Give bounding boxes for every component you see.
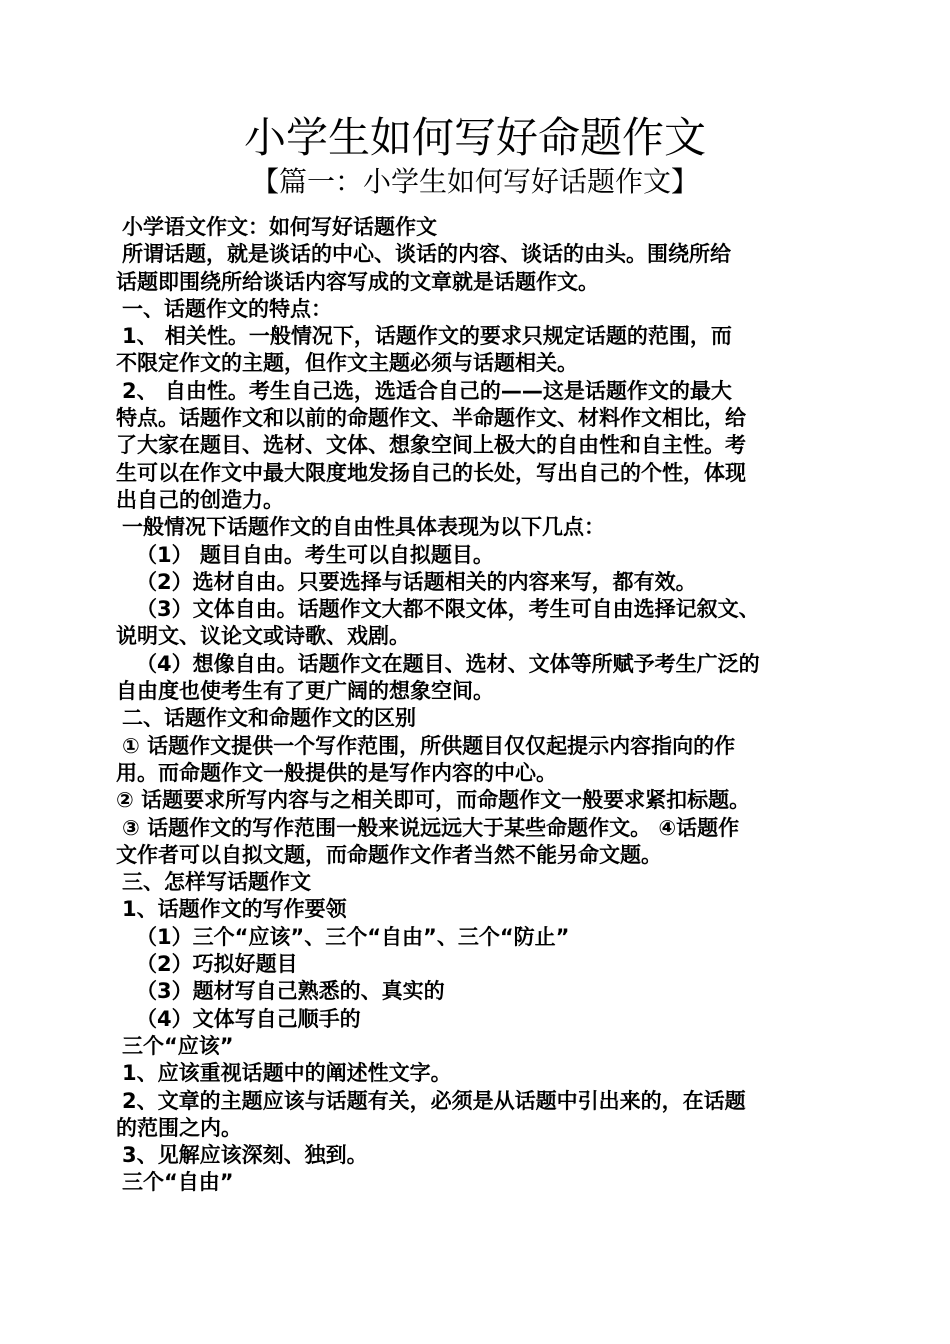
list-item: 1、应该重视话题中的阐述性文字。 [122,1061,452,1086]
list-item: （1） 题目自由。考生可以自拟题目。 [136,542,494,567]
document-body [116,214,836,1197]
list-item: 1、话题作文的写作要领 [122,897,347,922]
section-heading: 三、怎样写话题作文 [122,870,311,895]
paragraph-line: 2、 自由性。考生自己选，选适合自己的——这是话题作文的最大 [122,378,732,403]
paragraph-line: 生可以在作文中最大限度地发扬自己的长处，写出自己的个性，体现 [116,460,746,485]
list-item: ① 话题作文提供一个写作范围，所供题目仅仅起提示内容指向的作 [122,733,736,758]
paragraph-line: 特点。话题作文和以前的命题作文、半命题作文、材料作文相比，给 [116,406,746,431]
list-item: （4）文体写自己顺手的 [136,1006,361,1031]
paragraph-line: 说明文、议论文或诗歌、戏剧。 [116,624,410,649]
list-item: 3、见解应该深刻、独到。 [122,1143,368,1168]
paragraph-line: 用。而命题作文一般提供的是写作内容的中心。 [116,760,557,785]
list-item: （3）文体自由。话题作文大都不限文体，考生可自由选择记叙文、 [136,597,760,622]
paragraph-line: 出自己的创造力。 [116,487,284,512]
section-heading: 一、话题作文的特点： [122,296,332,321]
section-heading: 小学语文作文：如何写好话题作文 [122,215,437,239]
list-item: ③ 话题作文的写作范围一般来说远远大于某些命题作文。 ④话题作 [122,815,740,840]
paragraph-line: 话题即围绕所给谈话内容写成的文章就是话题作文。 [116,269,599,294]
paragraph-line: 文作者可以自拟文题，而命题作文作者当然不能另命文题。 [116,842,662,867]
paragraph-line: 不限定作文的主题，但作文主题必须与话题相关。 [116,351,578,376]
paragraph-line: 自由度也使考生有了更广阔的想象空间。 [116,679,494,704]
paragraph-line: 了大家在题目、选材、文体、想象空间上极大的自由性和自主性。考 [116,433,746,458]
list-item: （1）三个“应该”、三个“自由”、三个“防止” [136,924,570,949]
paragraph-line: 一般情况下话题作文的自由性具体表现为以下几点： [122,515,605,540]
list-item: ② 话题要求所写内容与之相关即可，而命题作文一般要求紧扣标题。 [116,788,751,813]
paragraph-line: 1、 相关性。一般情况下，话题作文的要求只规定话题的范围，而 [122,324,732,349]
document-title: 小学生如何写好命题作文 [243,113,706,162]
list-item: （2）选材自由。只要选择与话题相关的内容来写，都有效。 [136,569,697,594]
section-heading: 三个“应该” [122,1033,234,1058]
list-item: 2、文章的主题应该与话题有关，必须是从话题中引出来的，在话题 [122,1088,746,1113]
section-heading: 三个“自由” [122,1170,234,1195]
paragraph-line: 所谓话题，就是谈话的中心、谈话的内容、谈话的由头。围绕所给 [122,242,731,267]
list-item: （3）题材写自己熟悉的、真实的 [136,979,445,1004]
paragraph-line: 的范围之内。 [116,1115,242,1140]
section-heading: 二、话题作文和命题作文的区别 [122,706,416,731]
document-subtitle: 【篇一：小学生如何写好话题作文】 [250,165,699,198]
list-item: （4）想像自由。话题作文在题目、选材、文体等所赋予考生广泛的 [136,651,760,676]
list-item: （2）巧拟好题目 [136,952,298,977]
